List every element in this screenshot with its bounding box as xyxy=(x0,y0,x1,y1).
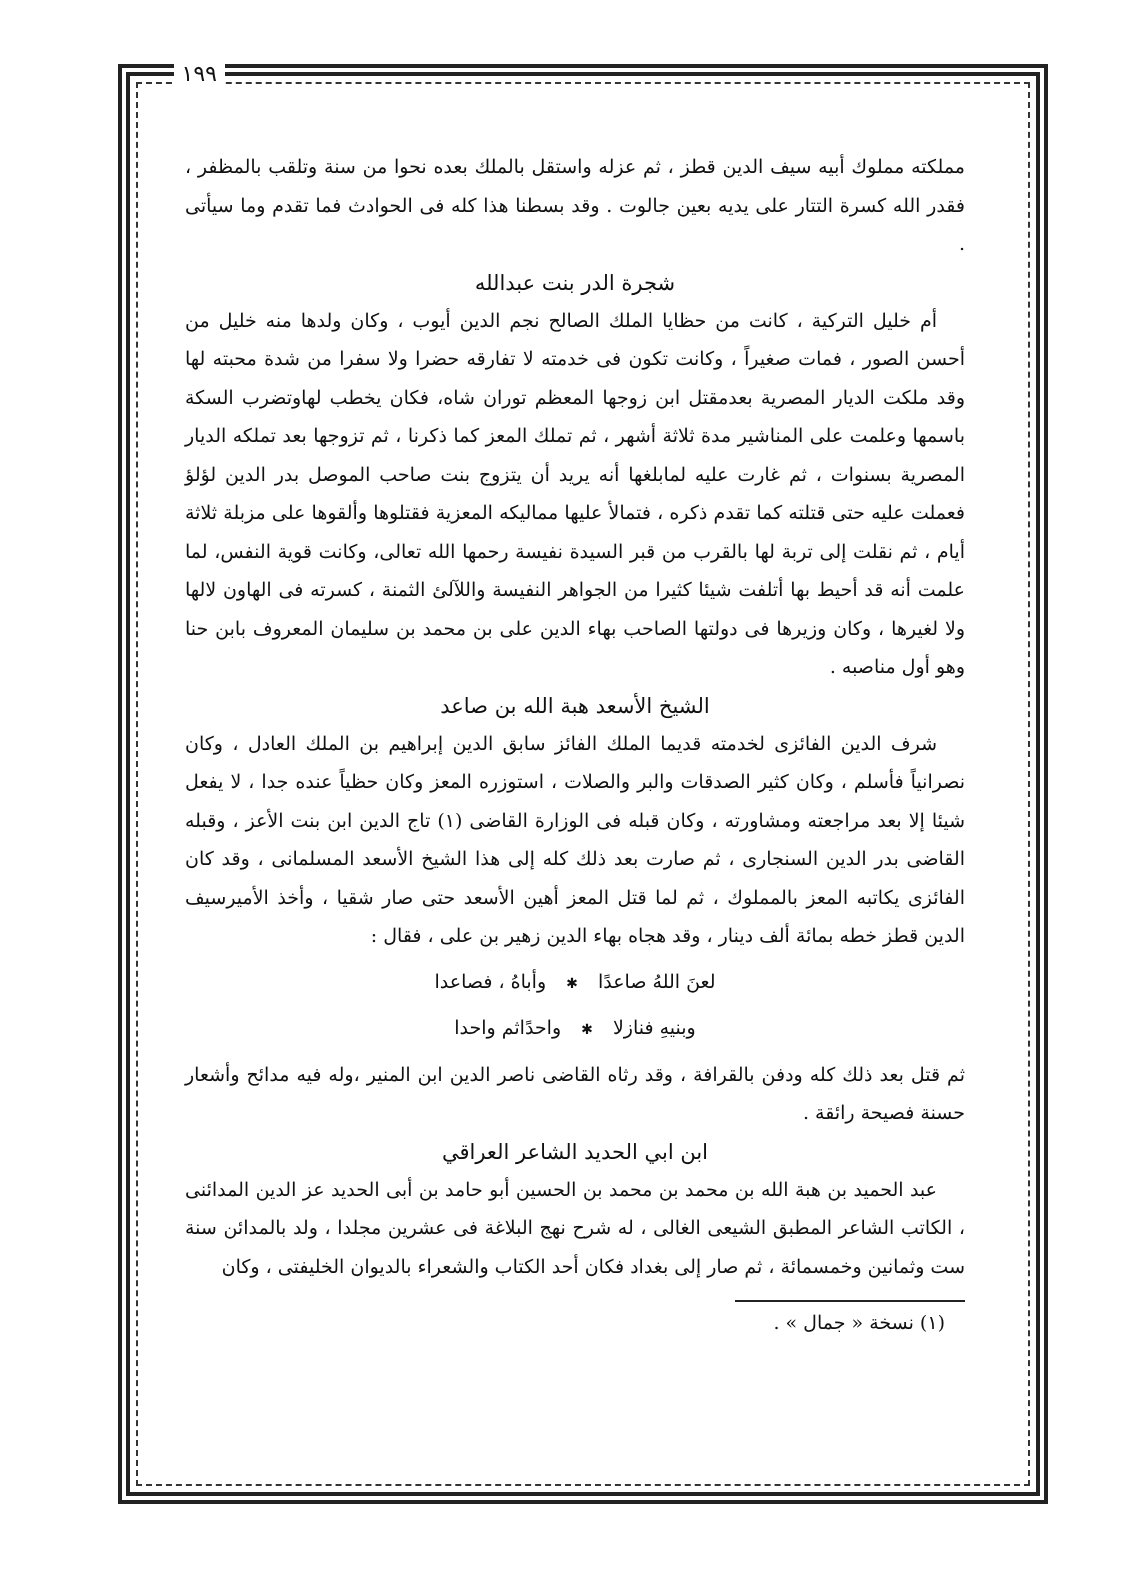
poem-line-2-second: واحدًاثم واحدا xyxy=(454,1016,562,1039)
footnote-divider xyxy=(735,1300,965,1302)
footnote: (١) نسخة « جمال » . xyxy=(773,1312,945,1334)
poem-line-1-first: لعنَ اللهُ صاعدًا xyxy=(597,970,716,993)
paragraph-al-asad: شرف الدين الفائزى لخدمته قديما الملك الفائز سابق الدين إبراهيم بن الملك العادل ، وكان نصرانياً فأسلم ، وكان كثير الصدقات والبر والصلات ، استوزره المعز وكان حظياً عنده جدا ، لا يفعل شيئا إلا بعد مراجعته ومشاورته ، وكان قبله فى الوزارة القاضى (١) تاج الدين ابن بنت الأعز ، وقبله القاضى بدر الدين السنجارى ، ثم صارت بعد ذلك كله إلى هذا الشيخ الأسعد المسلمانى ، وقد كان الفائزى يكاتبه المعز بالمملوك ، ثم لما قتل المعز أهين الأسعد حتى صار شقيا ، وأخذ الأميرسيف الدين قطز خطه بمائة ألف دينار ، وقد هجاه بهاء الدين زهير بن على ، فقال : xyxy=(185,732,965,947)
poem-line-1 xyxy=(185,960,965,1006)
paragraph-shajarat-al-durr: أم خليل التركية ، كانت من حظايا الملك الصالح نجم الدين أيوب ، وكان ولدها منه خليل من أحسن الصور ، فمات صغيراً ، وكانت تكون فى خدمته لا تفارقه حضرا ولا سفرا من شدة محبته لها وقد ملكت الديار المصرية بعدمقتل ابن زوجها المعظم توران شاه، فكان يخطب لهاوتضرب السكة باسمها وعلمت على المناشير مدة ثلاثة أشهر ، ثم تملك المعز كما ذكرنا ، ثم تزوجها بعد تملكه الديار المصرية بسنوات ، ثم غارت عليه لمابلغها أنه يريد أن يتزوج بنت صاحب الموصل بدر الدين لؤلؤ فعملت عليه حتى قتلته كما تقدم ذكره ، فتمالأ عليها مماليكه المعزية فقتلوها وألقوها على مزبلة ثلاثة أيام ، ثم نقلت إلى تربة لها بالقرب من قبر السيدة نفيسة رحمها الله تعالى، وكانت قوية النفس، لما علمت أنه قد أحيط بها أتلفت شيئا كثيرا من الجواهر النفيسة واللآلئ الثمنة ، كسرته فى الهاون لالها ولا لغيرها ، وكان وزيرها فى دولتها الصاحب بهاء الدين على بن محمد بن سليمان المعروف بابن حنا وهو أول مناصبه . xyxy=(185,309,965,678)
page-number: ١٩٩ xyxy=(174,62,225,87)
paragraph-al-asad-end: ثم قتل بعد ذلك كله ودفن بالقرافة ، وقد رثاه القاضى ناصر الدين ابن المنير ،وله فيه مدائح وأشعار حسنة فصيحة رائقة . xyxy=(185,1063,965,1124)
poem-line-2 xyxy=(185,1006,965,1052)
paragraph-ibn-abi-al-hadid: عبد الحميد بن هبة الله بن محمد بن محمد بن الحسين أبو حامد بن أبى الحديد عز الدين المدائنى ، الكاتب الشاعر المطبق الشيعى الغالى ، له شرح نهج البلاغة فى عشرين مجلدا ، ولد بالمدائن سنة ست وثمانين وخمسمائة ، ثم صار إلى بغداد فكان أحد الكتاب والشعراء بالديوان الخليفتى ، وكان xyxy=(185,1178,965,1278)
poem xyxy=(185,960,965,1052)
poem-separator-icon: ✱ xyxy=(581,1021,593,1038)
heading-shajarat-al-durr: شجرة الدر بنت عبدالله xyxy=(474,270,676,295)
paragraph-intro: مملكته مملوك أبيه سيف الدين قطز ، ثم عزله واستقل بالملك بعده نحوا من سنة وتلقب بالمظفر ، فقدر الله كسرة التتار على يديه بعين جالوت . وقد بسطنا هذا كله فى الحوادث فما تقدم وما سيأتى . xyxy=(185,156,965,255)
page-body xyxy=(185,148,965,1340)
heading-al-asad: الشيخ الأسعد هبة الله بن صاعد xyxy=(440,693,710,718)
heading-ibn-abi-al-hadid: ابن ابي الحديد الشاعر العراقي xyxy=(441,1139,709,1164)
poem-line-1-second: وأباهُ ، فصاعدا xyxy=(434,970,547,993)
poem-separator-icon: ✱ xyxy=(566,975,578,992)
poem-line-2-first: وبنيهِ فنازلا xyxy=(612,1016,696,1039)
